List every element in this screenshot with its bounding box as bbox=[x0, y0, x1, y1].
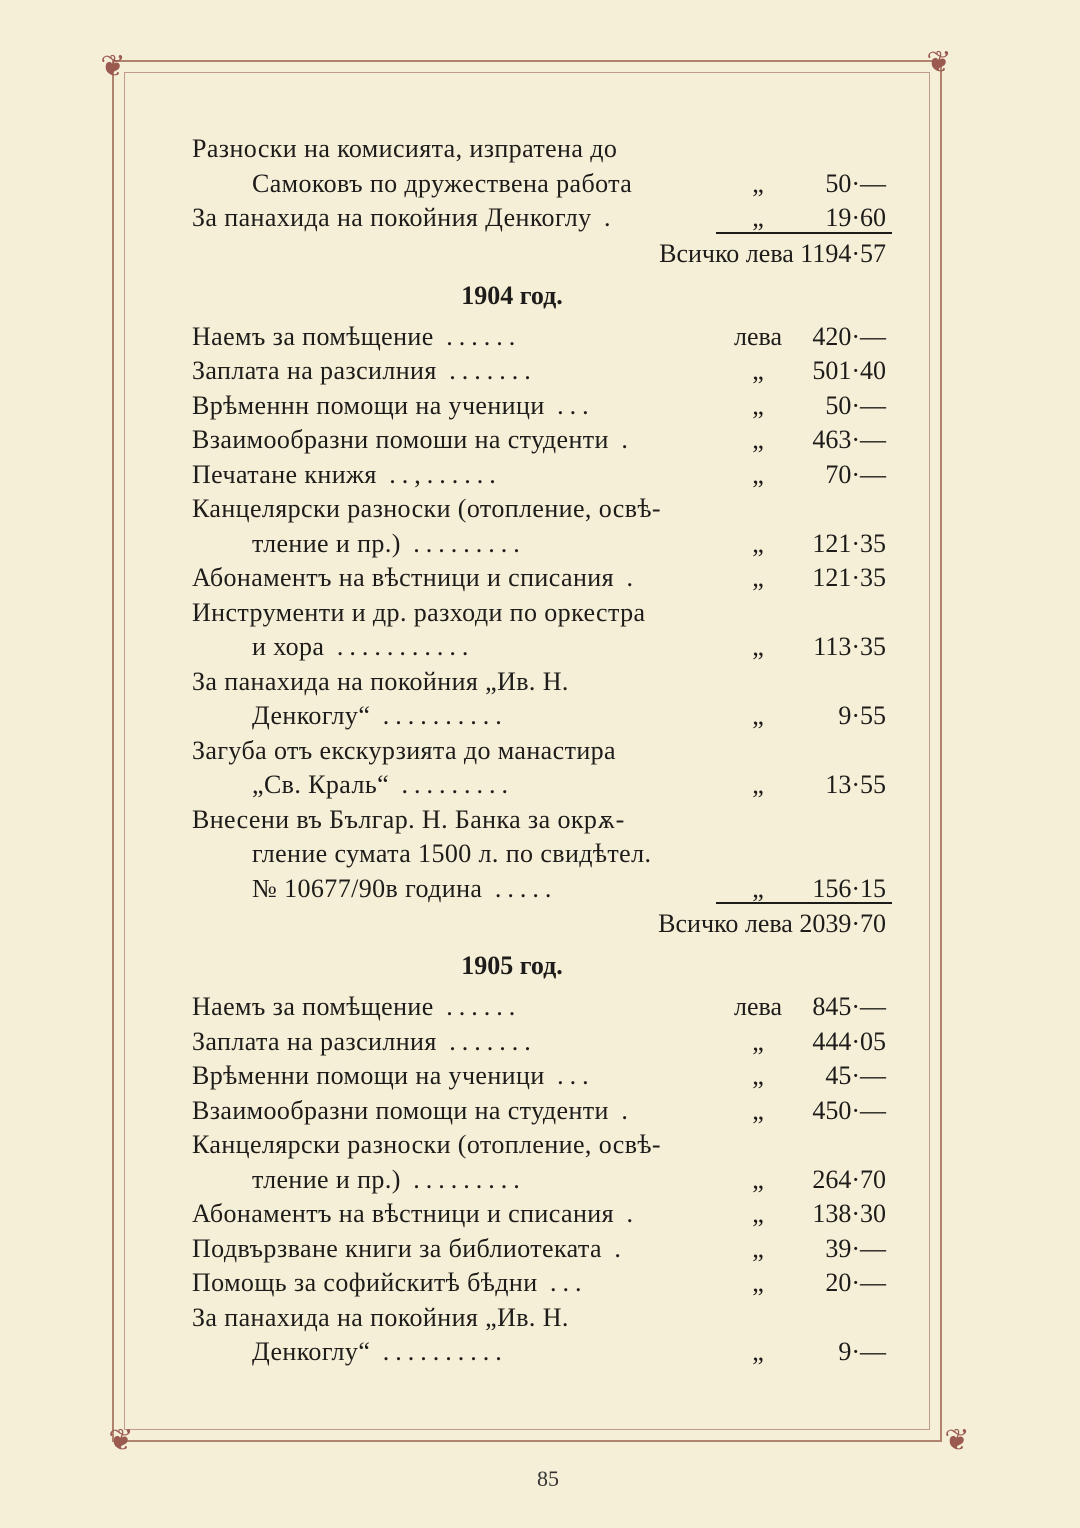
ledger-row-description bbox=[252, 699, 508, 734]
ledger-row-description bbox=[252, 1335, 508, 1370]
ledger-row-description bbox=[192, 1266, 588, 1301]
ledger-row bbox=[192, 1335, 892, 1370]
leader-dots: ......... bbox=[400, 1164, 526, 1194]
ledger-row-text: Загуба отъ екскурзията до манастира bbox=[192, 735, 616, 765]
ledger-row-unit: „ bbox=[752, 1199, 764, 1228]
ledger-row bbox=[192, 1163, 892, 1198]
scroll-ornament-icon: ❦ bbox=[944, 1423, 970, 1458]
ledger-row-text: За панахида на покойния „Ив. Н. bbox=[192, 1302, 569, 1332]
leader-dots: ...... bbox=[433, 321, 522, 351]
ledger-row-text: Взаимообразни помоши на студенти bbox=[192, 425, 609, 454]
ledger-row-description bbox=[192, 1059, 595, 1094]
ledger-row-text: Канцелярски разноски (отопление, освѣ- bbox=[192, 1130, 661, 1159]
ledger-row-description bbox=[192, 596, 645, 631]
ledger-row-text: За панахида на покойния „Ив. Н. bbox=[192, 666, 569, 696]
ledger-row-text: гление сумата 1500 л. по свидѣтел. bbox=[252, 839, 652, 868]
ledger-row-description bbox=[192, 1128, 661, 1163]
ledger-row-description bbox=[252, 1163, 526, 1198]
ledger-row-unit: „ bbox=[752, 563, 764, 592]
ledger-row bbox=[192, 561, 892, 596]
ledger-row-description bbox=[252, 527, 526, 562]
ledger-row-description bbox=[192, 1197, 639, 1232]
ledger-row-unit: „ bbox=[752, 1026, 764, 1056]
leader-dots: . bbox=[601, 1233, 627, 1263]
leader-dots: . bbox=[608, 425, 634, 454]
ledger-row-description bbox=[192, 803, 625, 838]
ledger-row-unit: „ bbox=[752, 1164, 764, 1194]
leader-dots: ... bbox=[544, 390, 595, 420]
ledger-row-description bbox=[192, 389, 595, 424]
ledger-row-amount: 45·— bbox=[825, 1061, 886, 1090]
ledger-row-text: Врѣменнн помощи на ученици bbox=[192, 390, 545, 420]
ledger-row-unit: „ bbox=[752, 425, 764, 454]
leader-dots: ..,...... bbox=[376, 459, 502, 489]
ledger-row bbox=[192, 803, 892, 838]
ledger-row-description bbox=[192, 1025, 537, 1060]
ledger-row bbox=[192, 1301, 892, 1336]
ledger-row bbox=[192, 1094, 892, 1129]
leader-dots: . bbox=[608, 1095, 634, 1125]
ledger-row-unit: „ bbox=[752, 390, 764, 420]
leader-dots: ....... bbox=[436, 1026, 537, 1056]
ledger-row-amount: 845·— bbox=[812, 992, 886, 1021]
ledger-row-text: Абонаментъ на вѣстници и списания bbox=[192, 1199, 614, 1228]
ledger-row-text: Наемъ за помѣщение bbox=[192, 321, 434, 351]
ledger-row-unit: „ bbox=[752, 632, 764, 661]
ledger-row-text: № 10677/90в година bbox=[252, 873, 483, 903]
ledger-row bbox=[192, 1197, 892, 1232]
ledger-row-amount: 50·— bbox=[825, 390, 886, 420]
ledger-row-description bbox=[252, 837, 651, 872]
ledger-row bbox=[192, 389, 892, 424]
ledger-row-unit: „ bbox=[752, 873, 764, 903]
ledger-row-unit: „ bbox=[752, 168, 764, 198]
ledger-row-amount: 463·— bbox=[812, 425, 886, 454]
ledger-row bbox=[192, 132, 892, 167]
ledger-row-description bbox=[252, 167, 632, 202]
ledger-row-description bbox=[192, 201, 616, 236]
ledger-row-text: „Св. Краль“ bbox=[252, 770, 390, 799]
ledger-row-amount: 9·— bbox=[838, 1337, 886, 1366]
ledger-row-text: Подвързване книги за библиотеката bbox=[192, 1233, 602, 1263]
leader-dots: ..... bbox=[482, 873, 558, 903]
ledger-row-description bbox=[192, 354, 537, 389]
ledger-row-unit: „ bbox=[752, 1337, 764, 1366]
ledger-row bbox=[192, 768, 892, 803]
ledger-row-amount: 50·— bbox=[825, 168, 886, 198]
leader-dots: ....... bbox=[436, 356, 537, 385]
ledger-row-unit: „ bbox=[752, 701, 764, 730]
ledger-row-text: Внесени въ Българ. Н. Банка за окрѫ- bbox=[192, 804, 625, 834]
ledger-row-description bbox=[192, 132, 617, 167]
ledger-row-amount: 420·— bbox=[812, 321, 886, 351]
ledger-row-amount: 444·05 bbox=[812, 1026, 886, 1056]
ledger-row bbox=[192, 1059, 892, 1094]
ledger-row-amount: 264·70 bbox=[812, 1164, 886, 1194]
ledger-row-text: Помощь за софийскитѣ бѣдни bbox=[192, 1268, 538, 1297]
ledger-row-text: Наемъ за помѣщение bbox=[192, 992, 434, 1021]
ledger-row bbox=[192, 734, 892, 769]
ledger-row-unit: „ bbox=[752, 1268, 764, 1297]
sum-rule bbox=[716, 902, 892, 904]
ledger-row-description bbox=[192, 990, 521, 1025]
ledger-row-unit: „ bbox=[752, 1061, 764, 1090]
ledger-row-unit: „ bbox=[752, 528, 764, 558]
leader-dots: ........... bbox=[324, 632, 475, 661]
ledger-row-amount: 450·— bbox=[812, 1095, 886, 1125]
ledger-row bbox=[192, 1128, 892, 1163]
leader-dots: .......... bbox=[370, 701, 508, 730]
ledger-row-unit: „ bbox=[752, 1095, 764, 1125]
section-total bbox=[192, 236, 892, 272]
ledger-row-amount: 138·30 bbox=[812, 1199, 886, 1228]
ledger-row-text: Канцелярски разноски (отопление, освѣ- bbox=[192, 494, 661, 523]
ledger-row-text: Самоковъ по дружествена работа bbox=[252, 168, 633, 198]
section-total-text: Всичко лева 1194·57 bbox=[659, 238, 886, 268]
ledger-row-amount: 70·— bbox=[825, 459, 886, 489]
ledger-row-amount: 39·— bbox=[825, 1233, 886, 1263]
ledger-row bbox=[192, 1232, 892, 1267]
scroll-ornament-icon: ❦ bbox=[100, 49, 126, 84]
ledger-row-text: Печатане книжя bbox=[192, 459, 377, 489]
ledger-row bbox=[192, 665, 892, 700]
sum-rule bbox=[716, 232, 892, 234]
ledger-row-unit: „ bbox=[752, 459, 764, 489]
ledger-row-amount: 121·35 bbox=[812, 563, 886, 592]
ledger-row-text: Заплата на разсилния bbox=[192, 1026, 437, 1056]
section-heading: 1904 год. bbox=[461, 280, 563, 310]
ledger-row-amount: 9·55 bbox=[838, 701, 886, 730]
page-number: 85 bbox=[537, 1466, 559, 1491]
ledger-content bbox=[192, 132, 892, 1370]
ledger-row-description bbox=[192, 734, 616, 769]
ledger-row-text: За панахида на покойния Денкоглу bbox=[192, 203, 592, 232]
section-heading: 1905 год. bbox=[461, 951, 563, 980]
ledger-row-description bbox=[192, 1301, 569, 1336]
leader-dots: . bbox=[591, 203, 617, 232]
ledger-row-text: Инструменти и др. разходи по оркестра bbox=[192, 597, 646, 627]
ledger-row-description bbox=[192, 492, 661, 527]
ledger-row-description bbox=[192, 320, 521, 355]
leader-dots: ......... bbox=[400, 528, 526, 558]
section-total bbox=[192, 906, 892, 942]
ledger-row bbox=[192, 492, 892, 527]
ledger-row-description bbox=[252, 630, 474, 665]
ledger-row-description bbox=[192, 423, 634, 458]
ledger-row-amount: 19·60 bbox=[825, 203, 886, 232]
ledger-row-unit: „ bbox=[752, 1233, 764, 1263]
ledger-row bbox=[192, 167, 892, 202]
ledger-row-amount: 113·35 bbox=[813, 632, 886, 661]
ledger-row bbox=[192, 630, 892, 665]
ledger-row bbox=[192, 354, 892, 389]
ledger-row-amount: 156·15 bbox=[812, 873, 886, 903]
ledger-row-text: Взаимообразни помощи на студенти bbox=[192, 1095, 609, 1125]
leader-dots: . bbox=[613, 1199, 639, 1228]
leader-dots: ... bbox=[537, 1268, 588, 1297]
ledger-row-unit: „ bbox=[752, 203, 764, 232]
ledger-row-description bbox=[192, 1094, 634, 1129]
leader-dots: .......... bbox=[370, 1337, 508, 1366]
ledger-row-text: Денкоглу“ bbox=[252, 1337, 371, 1366]
ledger-row-description bbox=[252, 872, 557, 907]
ledger-row-amount: 13·55 bbox=[825, 770, 886, 799]
leader-dots: ... bbox=[544, 1061, 595, 1090]
ledger-row bbox=[192, 1266, 892, 1301]
ledger-row-unit: лева bbox=[734, 321, 782, 351]
ledger-row-description bbox=[192, 1232, 627, 1267]
leader-dots: ......... bbox=[389, 770, 515, 799]
ledger-row-description bbox=[192, 458, 502, 493]
ledger-row-text: и хора bbox=[252, 632, 325, 661]
ledger-row-unit: „ bbox=[752, 770, 764, 799]
leader-dots: . bbox=[613, 563, 639, 592]
ledger-row bbox=[192, 596, 892, 631]
ledger-row bbox=[192, 837, 892, 872]
ledger-row bbox=[192, 527, 892, 562]
scroll-ornament-icon: ❦ bbox=[926, 45, 952, 80]
scroll-ornament-icon: ❦ bbox=[108, 1423, 134, 1458]
ledger-row-description bbox=[192, 561, 639, 596]
ledger-row bbox=[192, 201, 892, 236]
ledger-row-text: тление и пр.) bbox=[252, 528, 401, 558]
ledger-row-text: тление и пр.) bbox=[252, 1164, 401, 1194]
ledger-row bbox=[192, 423, 892, 458]
ledger-row bbox=[192, 990, 892, 1025]
ledger-row-description bbox=[192, 665, 569, 700]
ledger-row-amount: 501·40 bbox=[812, 356, 886, 385]
ledger-row-text: Абонаментъ на вѣстници и списания bbox=[192, 563, 614, 592]
ledger-row-text: Заплата на разсилния bbox=[192, 356, 437, 385]
ledger-row-amount: 20·— bbox=[825, 1268, 886, 1297]
ledger-row-text: Денкоглу“ bbox=[252, 701, 371, 730]
ledger-row-unit: „ bbox=[752, 356, 764, 385]
ledger-row-text: Врѣменни помощи на ученици bbox=[192, 1061, 545, 1090]
ledger-row bbox=[192, 699, 892, 734]
ledger-row bbox=[192, 872, 892, 907]
ledger-row-description bbox=[252, 768, 514, 803]
ledger-row-amount: 121·35 bbox=[812, 528, 886, 558]
leader-dots: ...... bbox=[433, 992, 522, 1021]
section-total-text: Всичко лева 2039·70 bbox=[658, 909, 886, 938]
ledger-row bbox=[192, 1025, 892, 1060]
ledger-row bbox=[192, 320, 892, 355]
ledger-row-unit: лева bbox=[734, 992, 782, 1021]
ledger-row-text: Разноски на комисията, изпратена до bbox=[192, 134, 618, 163]
ledger-row bbox=[192, 458, 892, 493]
